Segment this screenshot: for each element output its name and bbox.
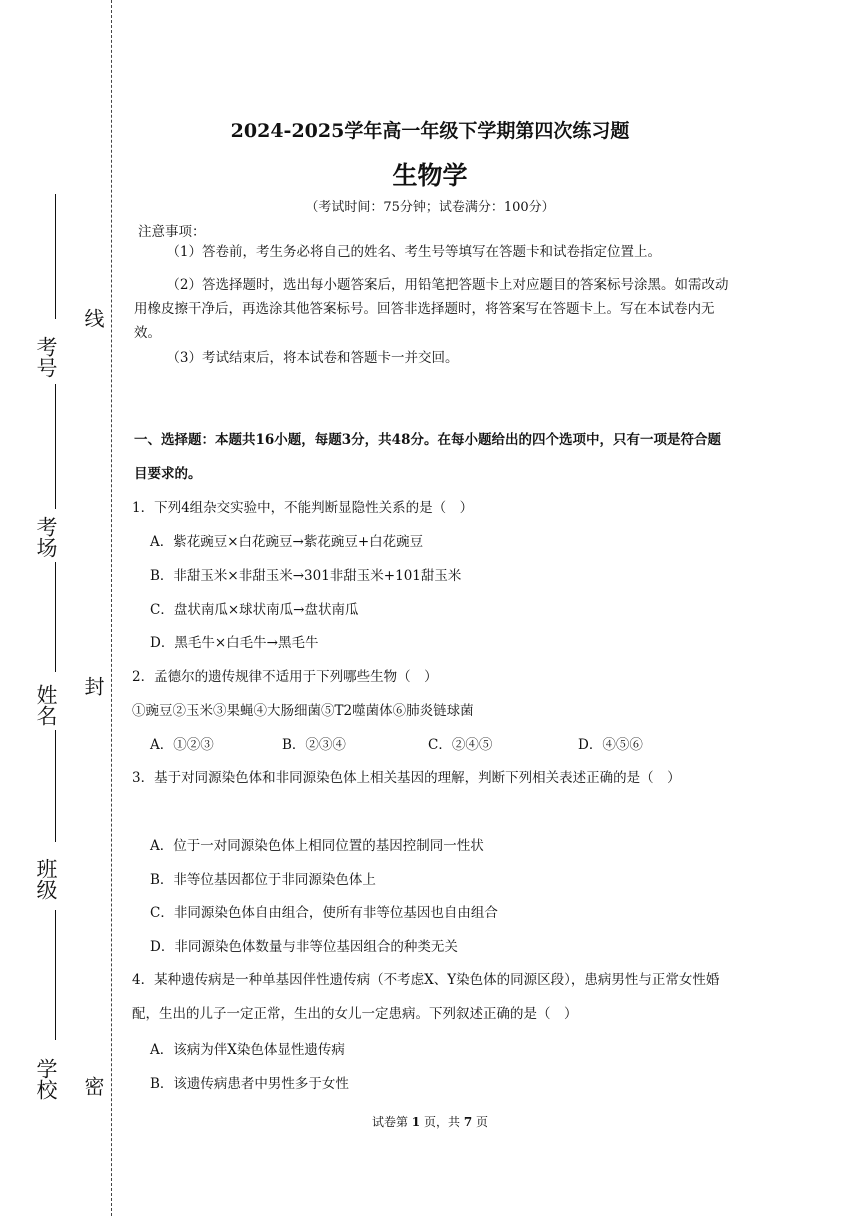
subject-title: 生物学 <box>392 161 468 190</box>
footer-prefix: 试卷第 <box>371 1115 408 1129</box>
question-1-option-b: B．非甜玉米×非甜玉米→301非甜玉米+101甜玉米 <box>150 568 462 584</box>
kaochang-line <box>55 384 56 509</box>
question-2-option-b: B．②③④ <box>282 737 346 753</box>
question-2-option-a: A．①②③ <box>150 737 214 753</box>
question-1-option-c: C．盘状南瓜×球状南瓜→盘状南瓜 <box>150 602 359 618</box>
question-3-stem: 3．基于对同源染色体和非同源染色体上相关基因的理解，判断下列相关表述正确的是（ ） <box>132 770 681 786</box>
footer-page-number: 1 <box>411 1115 421 1129</box>
question-1-option-a: A．紫花豌豆×白花豌豆→紫花豌豆+白花豌豆 <box>150 534 424 550</box>
page-footer <box>0 1113 860 1130</box>
exam-title: 2024-2025学年高一年级下学期第四次练习题 <box>230 120 630 142</box>
seal-feng: 封 <box>81 676 105 696</box>
footer-total-pages: 7 <box>463 1115 473 1129</box>
kaochang-label: 考场 <box>34 516 58 558</box>
question-4-option-a: A．该病为伴X染色体显性遗传病 <box>150 1042 345 1058</box>
exam-info: （考试时间：75分钟；试卷满分：100分） <box>305 200 555 215</box>
note-1: （1）答卷前，考生务必将自己的姓名、考生号等填写在答题卡和试卷指定位置上。 <box>166 244 661 260</box>
note-3: （3）考试结束后，将本试卷和答题卡一并交回。 <box>166 350 459 366</box>
question-2-option-d: D．④⑤⑥ <box>578 737 643 753</box>
banji-label: 班级 <box>34 858 58 900</box>
question-1-stem: 1．下列4组杂交实验中，不能判断显隐性关系的是（ ） <box>132 500 474 516</box>
xuexiao-label: 学校 <box>34 1058 58 1100</box>
kaohao-label: 考号 <box>34 336 58 378</box>
question-3-option-c: C．非同源染色体自由组合，使所有非等位基因也自由组合 <box>150 905 498 921</box>
question-3-option-d: D．非同源染色体数量与非等位基因组合的种类无关 <box>150 939 458 955</box>
seal-mi: 密 <box>81 1076 105 1096</box>
question-4-option-b: B．该遗传病患者中男性多于女性 <box>150 1076 349 1092</box>
question-1-option-d: D．黑毛牛×白毛牛→黑毛牛 <box>150 635 319 651</box>
notes-heading: 注意事项： <box>138 224 206 240</box>
xingming-label: 姓名 <box>34 684 58 726</box>
xingming-line <box>55 562 56 672</box>
question-2-stem: 2．孟德尔的遗传规律不适用于下列哪些生物（ ） <box>132 669 438 685</box>
question-4-stem: 4．某种遗传病是一种单基因伴性遗传病（不考虑X、Y染色体的同源区段），患病男性与正常女性婚配，生出的儿子一定正常，生出的女儿一定患病。下列叙述正确的是（ ） <box>132 972 720 1022</box>
note-2: （2）答选择题时，选出每小题答案后，用铅笔把答题卡上对应题目的答案标号涂黑。如需改动用橡皮擦干净后，再选涂其他答案标号。回答非选择题时，将答案写在答题卡上。写在本试卷内无效。 <box>134 277 729 341</box>
question-2-items: ①豌豆②玉米③果蝇④大肠细菌⑤T2噬菌体⑥肺炎链球菌 <box>132 703 474 719</box>
section-title: 一、选择题：本题共16小题，每题3分，共48分。在每小题给出的四个选项中，只有一项是符合题目要求的。 <box>134 432 721 482</box>
xuexiao-line <box>55 910 56 1040</box>
question-2-option-c: C．②④⑤ <box>428 737 493 753</box>
seal-xian: 线 <box>81 308 105 328</box>
banji-line <box>55 730 56 842</box>
footer-suffix: 页 <box>476 1115 489 1129</box>
question-3-option-a: A．位于一对同源染色体上相同位置的基因控制同一性状 <box>150 838 484 854</box>
footer-middle: 页，共 <box>423 1115 460 1129</box>
question-3-option-b: B．非等位基因都位于非同源染色体上 <box>150 872 376 888</box>
